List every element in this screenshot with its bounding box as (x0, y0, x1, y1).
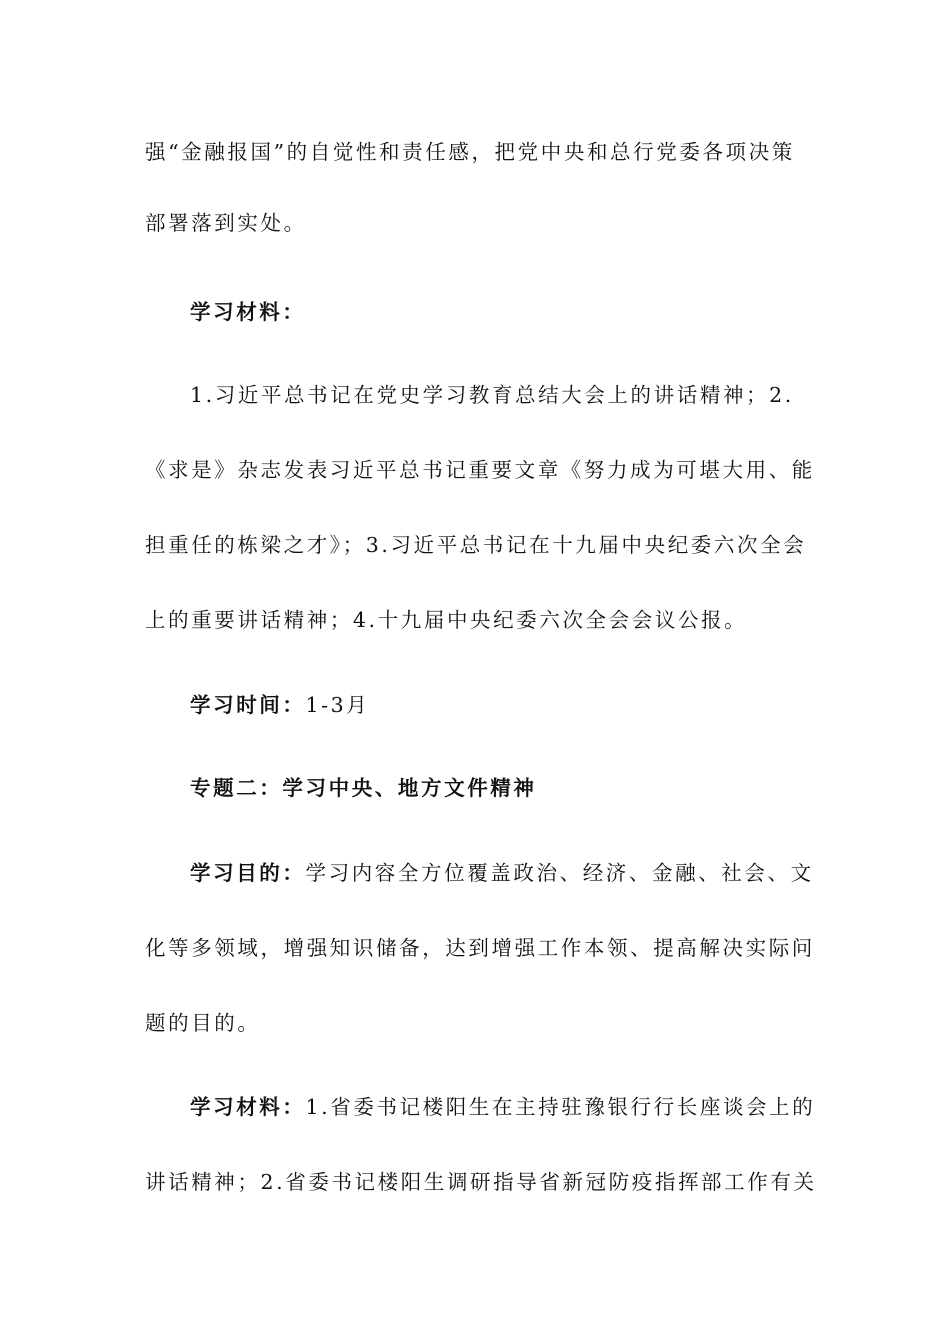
materials-line: 1.习近平总书记在党史学习教育总结大会上的讲话精神；2. (190, 383, 794, 407)
materials-line: 《求是》杂志发表习近平总书记重要文章《努力成为可堪大用、能 (145, 458, 815, 482)
paragraph-line: 强“金融报国”的自觉性和责任感，把党中央和总行党委各项决策 (145, 140, 795, 164)
materials-line: 担重任的栋梁之才》；3.习近平总书记在十九届中央纪委六次全会 (145, 533, 807, 557)
materials2-line: 讲话精神；2.省委书记楼阳生调研指导省新冠防疫指挥部工作有关 (145, 1170, 817, 1194)
materials2-text: 1.省委书记楼阳生在主持驻豫银行行长座谈会上的 (305, 1095, 816, 1119)
study-time-label: 学习时间： (190, 693, 306, 717)
materials-heading: 学习材料： (190, 300, 306, 324)
topic-title: 专题二：学习中央、地方文件精神 (190, 776, 537, 800)
materials2-label: 学习材料： (190, 1095, 306, 1119)
study-time-line (190, 690, 795, 720)
paragraph-line: 部署落到实处。 (145, 211, 307, 235)
purpose-line: 题的目的。 (145, 1011, 261, 1035)
materials2-line (190, 1092, 816, 1122)
purpose-line (190, 858, 814, 888)
purpose-text: 学习内容全方位覆盖政治、经济、金融、社会、文 (305, 861, 814, 885)
study-time-value: 1-3月 (305, 693, 370, 717)
purpose-line: 化等多领域，增强知识储备，达到增强工作本领、提高解决实际问 (145, 936, 815, 960)
materials-line: 上的重要讲话精神；4.十九届中央纪委六次全会会议公报。 (145, 608, 748, 632)
purpose-label: 学习目的： (190, 861, 306, 885)
